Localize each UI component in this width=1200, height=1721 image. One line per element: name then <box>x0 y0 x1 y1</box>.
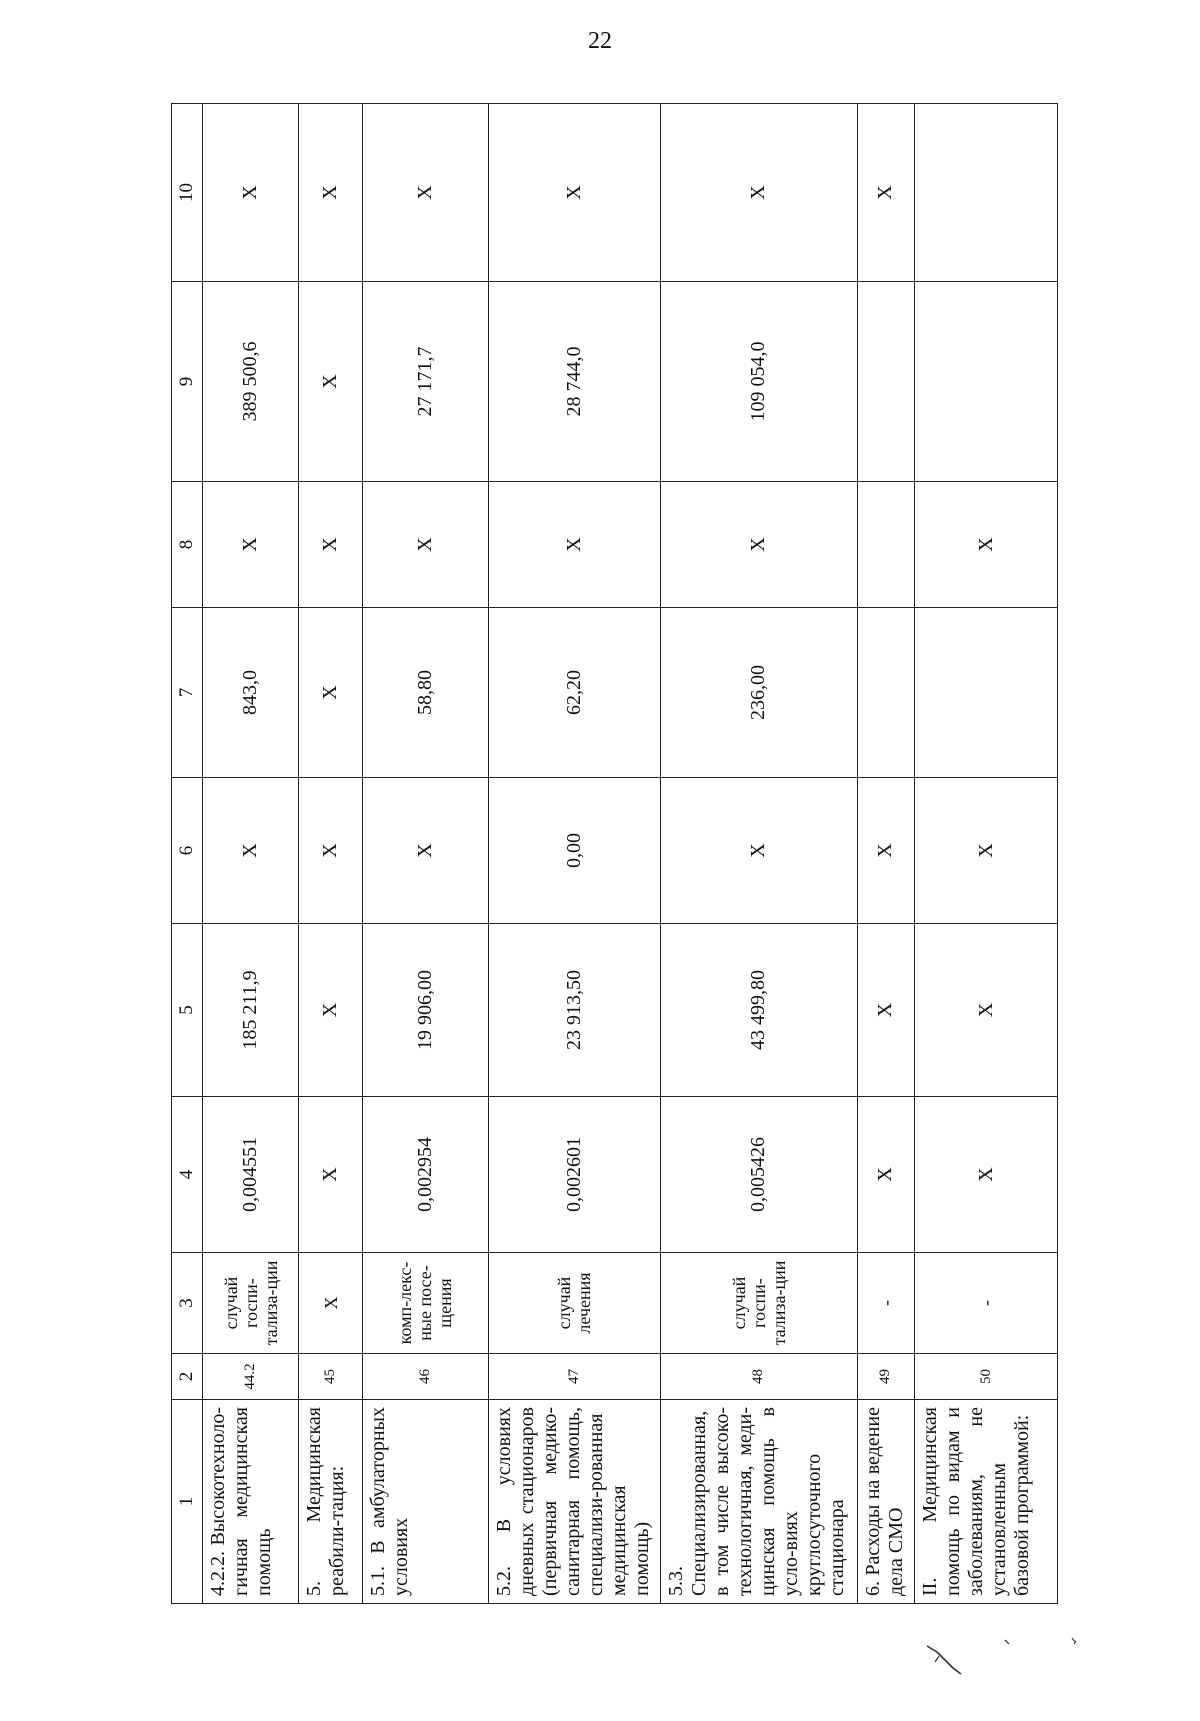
pen-stroke <box>1005 1640 1009 1644</box>
value-cell <box>857 482 915 608</box>
value-cell <box>857 282 915 482</box>
data-table <box>171 103 1058 1604</box>
value-cell: Х <box>363 482 488 608</box>
value-cell: Х <box>915 482 1058 608</box>
table-row <box>363 104 488 1604</box>
unit-cell: комп-лекс-ные посе-щения <box>363 1253 488 1354</box>
row-code: 45 <box>299 1354 363 1400</box>
row-code: 44.2 <box>202 1354 299 1400</box>
value-cell: Х <box>661 104 857 282</box>
table-row <box>857 104 915 1604</box>
value-cell <box>915 282 1058 482</box>
value-cell: 0,005426 <box>661 1097 857 1253</box>
header-cell: 9 <box>172 282 203 482</box>
row-code: 48 <box>661 1354 857 1400</box>
value-cell: Х <box>363 778 488 924</box>
value-cell: 109 054,0 <box>661 282 857 482</box>
header-cell: 1 <box>172 1400 203 1604</box>
header-cell: 3 <box>172 1253 203 1354</box>
value-cell: Х <box>488 482 661 608</box>
value-cell: 0,00 <box>488 778 661 924</box>
value-cell: 185 211,9 <box>202 924 299 1097</box>
value-cell: Х <box>857 1097 915 1253</box>
value-cell <box>915 608 1058 778</box>
value-cell: Х <box>488 104 661 282</box>
value-cell: Х <box>299 608 363 778</box>
unit-cell: - <box>915 1253 1058 1354</box>
page-number: 22 <box>588 28 612 54</box>
header-cell: 4 <box>172 1097 203 1253</box>
value-cell: 0,004551 <box>202 1097 299 1253</box>
value-cell <box>915 104 1058 282</box>
value-cell <box>857 608 915 778</box>
row-label: 5.1. В амбулаторных условиях <box>363 1400 488 1604</box>
value-cell: Х <box>299 482 363 608</box>
row-code: 50 <box>915 1354 1058 1400</box>
unit-cell: Х <box>299 1253 363 1354</box>
row-label: 5. Медицинская реабили-тация: <box>299 1400 363 1604</box>
row-label: II. Медицинская помощь по видам и заболеваниям, не установленным базовой программой: <box>915 1400 1058 1604</box>
row-code: 47 <box>488 1354 661 1400</box>
value-cell: Х <box>857 104 915 282</box>
table-row <box>915 104 1058 1604</box>
value-cell: Х <box>202 778 299 924</box>
row-label: 6. Расходы на ведение дела СМО <box>857 1400 915 1604</box>
value-cell: 62,20 <box>488 608 661 778</box>
row-code: 46 <box>363 1354 488 1400</box>
scan-marks <box>925 1634 1105 1694</box>
table-row <box>488 104 661 1604</box>
row-label: 4.2.2. Высокотехноло-гичная медицинская помощь <box>202 1400 299 1604</box>
row-label: 5.2. В условиях дневных стационаров (первичная медико-санитарная помощь, специализи-рованная медицинская помощь) <box>488 1400 661 1604</box>
header-cell: 2 <box>172 1354 203 1400</box>
value-cell: 0,002954 <box>363 1097 488 1253</box>
value-cell: 28 744,0 <box>488 282 661 482</box>
value-cell: Х <box>915 778 1058 924</box>
header-row <box>172 104 203 1604</box>
value-cell: Х <box>857 778 915 924</box>
value-cell: 236,00 <box>661 608 857 778</box>
table-row <box>661 104 857 1604</box>
unit-cell: случай госпи-тализа-ции <box>202 1253 299 1354</box>
value-cell: Х <box>857 924 915 1097</box>
row-label: 5.3. Специализированная, в том числе высоко-технологичная, меди-цинская помощь в усло-виях круглосуточного стационара <box>661 1400 857 1604</box>
value-cell: Х <box>661 778 857 924</box>
value-cell: 843,0 <box>202 608 299 778</box>
header-cell: 6 <box>172 778 203 924</box>
header-cell: 8 <box>172 482 203 608</box>
pen-stroke <box>1072 1638 1076 1644</box>
value-cell: Х <box>915 924 1058 1097</box>
unit-cell: - <box>857 1253 915 1354</box>
header-cell: 10 <box>172 104 203 282</box>
value-cell: Х <box>661 482 857 608</box>
table-row <box>202 104 299 1604</box>
value-cell: 19 906,00 <box>363 924 488 1097</box>
row-code: 49 <box>857 1354 915 1400</box>
value-cell: 43 499,80 <box>661 924 857 1097</box>
pen-stroke <box>935 1656 939 1662</box>
value-cell: Х <box>202 104 299 282</box>
value-cell: Х <box>299 104 363 282</box>
value-cell: 27 171,7 <box>363 282 488 482</box>
value-cell: 389 500,6 <box>202 282 299 482</box>
rotated-table-sheet <box>171 104 1058 1604</box>
value-cell: Х <box>299 282 363 482</box>
header-cell: 7 <box>172 608 203 778</box>
unit-cell: случай лечения <box>488 1253 661 1354</box>
value-cell: Х <box>915 1097 1058 1253</box>
value-cell: Х <box>202 482 299 608</box>
value-cell: 58,80 <box>363 608 488 778</box>
table-row <box>299 104 363 1604</box>
value-cell: Х <box>299 1097 363 1253</box>
header-cell: 5 <box>172 924 203 1097</box>
unit-cell: случай госпи-тализа-ции <box>661 1253 857 1354</box>
value-cell: Х <box>363 104 488 282</box>
value-cell: 0,002601 <box>488 1097 661 1253</box>
value-cell: Х <box>299 924 363 1097</box>
value-cell: Х <box>299 778 363 924</box>
pen-stroke <box>927 1646 961 1674</box>
value-cell: 23 913,50 <box>488 924 661 1097</box>
